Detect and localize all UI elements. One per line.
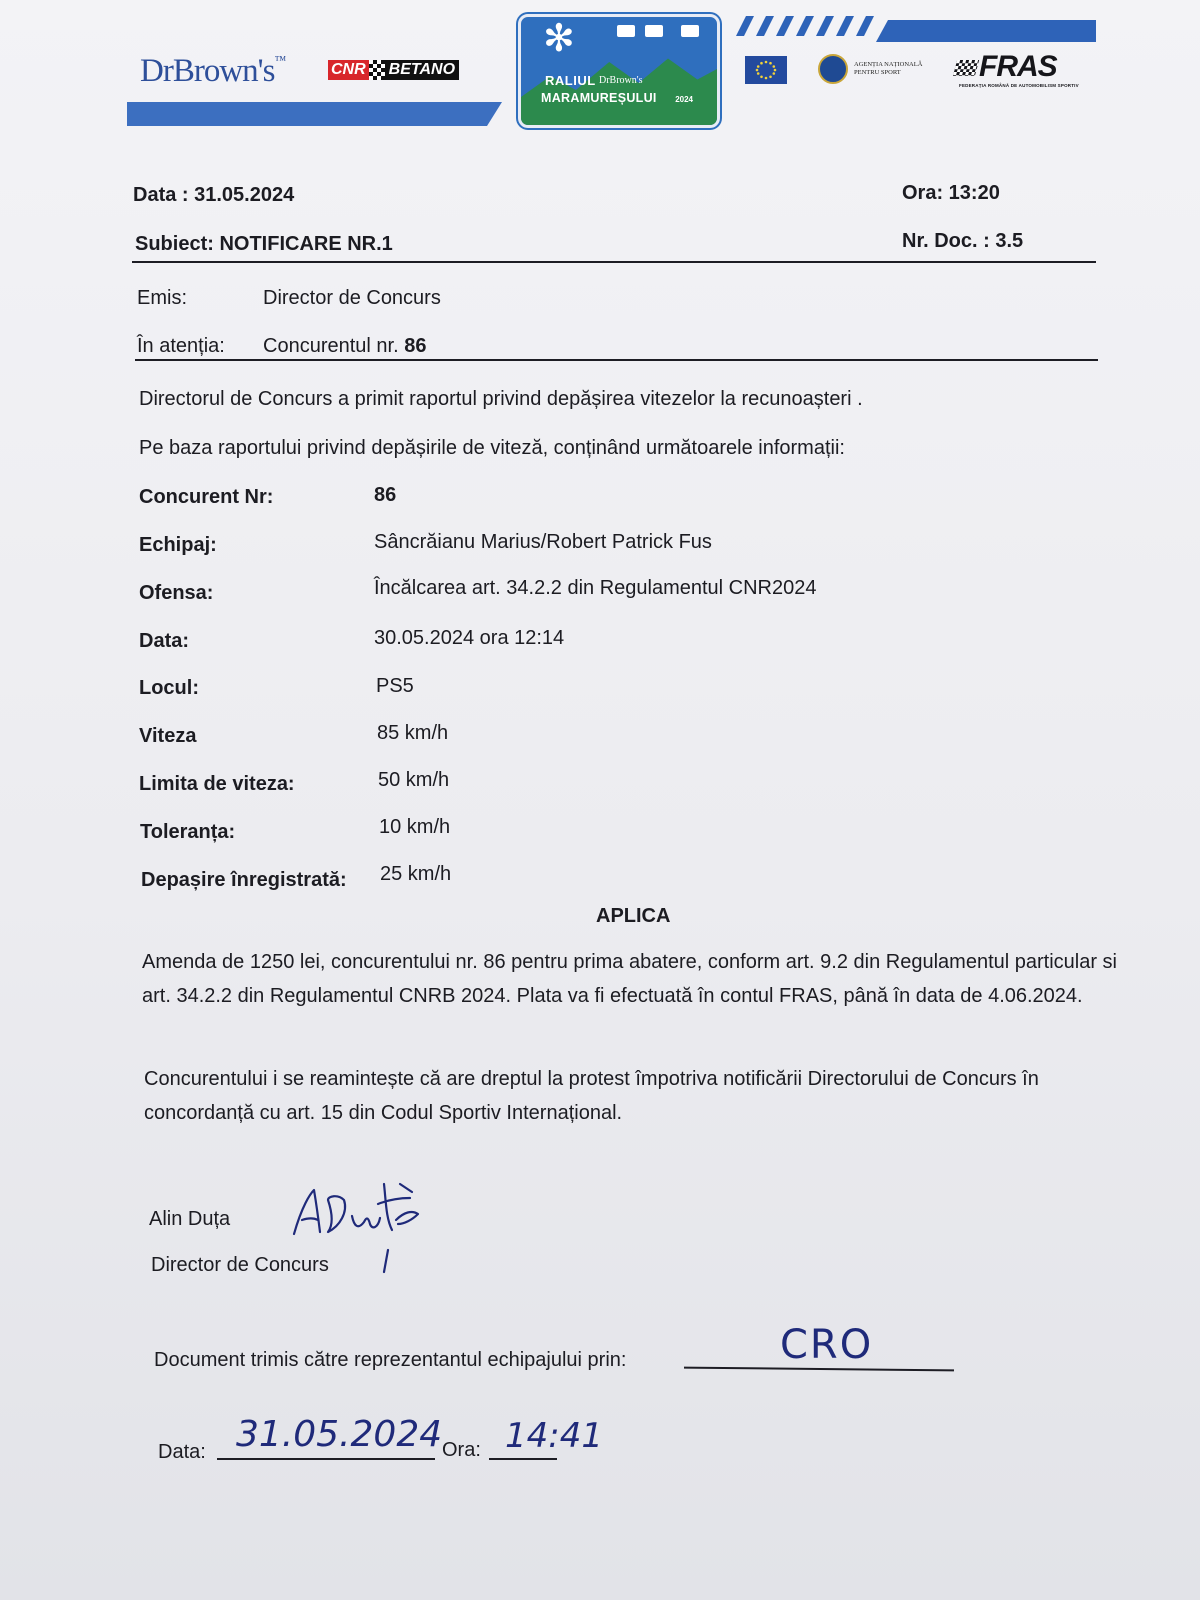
edelweiss-icon: ✻ bbox=[543, 18, 575, 60]
rally-badge-line1: RALIUL bbox=[545, 73, 596, 88]
fras-logo-text: FRAS bbox=[979, 50, 1057, 83]
cnr-logo-text: CNR bbox=[328, 60, 369, 80]
header-divider bbox=[132, 261, 1096, 263]
detail-label: Viteza bbox=[139, 725, 197, 747]
detail-label: Depașire înregistrată: bbox=[141, 869, 347, 891]
detail-value: 25 km/h bbox=[380, 863, 452, 885]
partner-logo-icon bbox=[617, 25, 635, 37]
detail-value: 50 km/h bbox=[378, 769, 450, 791]
detail-value: 86 bbox=[374, 484, 397, 506]
document-subject: Subiect: NOTIFICARE NR.1 bbox=[135, 233, 393, 255]
detail-label: Locul: bbox=[139, 677, 199, 699]
delivery-time-handwritten: 14:41 bbox=[505, 1416, 603, 1456]
eu-flag-icon bbox=[745, 56, 787, 84]
rally-badge-sponsor: DrBrown's bbox=[599, 75, 643, 86]
checkered-flag-icon bbox=[953, 60, 979, 76]
detail-label: Data: bbox=[139, 630, 190, 652]
cnr-betano-logo bbox=[328, 60, 459, 80]
intro-line-2: Pe baza raportului privind depășirile de viteză, conținând următoarele informații: bbox=[139, 437, 845, 459]
ans-logo-text: AGENȚIA NAȚIONALĂ PENTRU SPORT bbox=[854, 61, 923, 76]
mountain-graphic bbox=[521, 55, 717, 125]
detail-label: Toleranța: bbox=[140, 821, 236, 843]
ans-seal-icon bbox=[818, 54, 848, 84]
checkered-flag-icon bbox=[369, 60, 385, 80]
attention-value bbox=[263, 335, 426, 358]
signatory-name: Alin Duța bbox=[149, 1208, 231, 1230]
rally-badge-year: 2024 bbox=[675, 95, 693, 104]
detail-value: 30.05.2024 ora 12:14 bbox=[374, 627, 565, 649]
detail-label: Concurent Nr: bbox=[139, 486, 274, 508]
detail-value: Încălcarea art. 34.2.2 din Regulamentul CNR2024 bbox=[374, 577, 817, 599]
betano-logo-text: BETANO bbox=[385, 60, 459, 80]
header-stripes bbox=[728, 12, 1096, 42]
delivery-method-handwritten: CRO bbox=[780, 1322, 874, 1368]
issuer-label: Emis: bbox=[137, 287, 187, 309]
partner-logo-icon bbox=[681, 25, 699, 37]
delivery-date-underline bbox=[217, 1458, 435, 1460]
detail-value: 85 km/h bbox=[377, 722, 449, 744]
detail-label: Ofensa: bbox=[139, 582, 214, 604]
detail-label: Limita de viteza: bbox=[139, 773, 295, 795]
delivery-time-label: Ora: bbox=[442, 1439, 481, 1461]
document-number: Nr. Doc. : 3.5 bbox=[902, 230, 1024, 252]
fras-logo-subtitle: FEDERAȚIA ROMÂNĂ DE AUTOMOBILISM SPORTIV bbox=[959, 83, 1079, 88]
detail-value: PS5 bbox=[376, 675, 414, 697]
issuer-value: Director de Concurs bbox=[263, 287, 441, 309]
rally-badge-line2: MARAMUREȘULUI bbox=[541, 91, 657, 105]
attention-label: În atenția: bbox=[137, 335, 225, 357]
attention-value-number: 86 bbox=[404, 335, 427, 357]
decision-paragraph-2: Concurentului i se reamintește că are dreptul la protest împotriva notificării Directorului de Concurs în concordanță cu art. 15 din Codul Sportiv Internațional. bbox=[144, 1068, 1039, 1124]
intro-line-1: Directorul de Concurs a primit raportul privind depășirea vitezelor la recunoașteri . bbox=[139, 388, 863, 410]
delivery-label: Document trimis către reprezentantul echipajului prin: bbox=[154, 1349, 627, 1371]
decision-paragraph-1: Amenda de 1250 lei, concurentului nr. 86 pentru prima abatere, conform art. 9.2 din Regulamentul particular si art. 34.2.2 din Regulamentul CNRB 2024. Plata va fi efectuată în contul FRAS, până în data de 4.06.2024. bbox=[142, 951, 1117, 1007]
rally-maramures-badge bbox=[518, 14, 720, 128]
detail-value: 10 km/h bbox=[379, 816, 451, 838]
document-date: Data : 31.05.2024 bbox=[133, 184, 295, 206]
document-time: Ora: 13:20 bbox=[902, 182, 1000, 204]
delivery-date-label: Data: bbox=[158, 1441, 206, 1463]
detail-label: Echipaj: bbox=[139, 534, 217, 556]
issuer-divider bbox=[135, 359, 1098, 361]
fras-logo bbox=[955, 50, 1079, 88]
partner-logo-icon bbox=[645, 25, 663, 37]
header-blue-bar bbox=[127, 102, 502, 126]
attention-value-prefix: Concurentul nr. bbox=[263, 335, 405, 357]
drbrowns-logo: DrBrown's™ bbox=[140, 53, 286, 89]
delivery-date-handwritten: 31.05.2024 bbox=[236, 1414, 443, 1455]
decision-heading: APLICA bbox=[596, 905, 671, 927]
signatory-role: Director de Concurs bbox=[151, 1254, 329, 1276]
detail-value: Sâncrăianu Marius/Robert Patrick Fus bbox=[374, 531, 712, 553]
delivery-time-underline bbox=[489, 1458, 557, 1460]
ans-logo bbox=[818, 54, 934, 84]
handwritten-signature bbox=[288, 1176, 438, 1286]
